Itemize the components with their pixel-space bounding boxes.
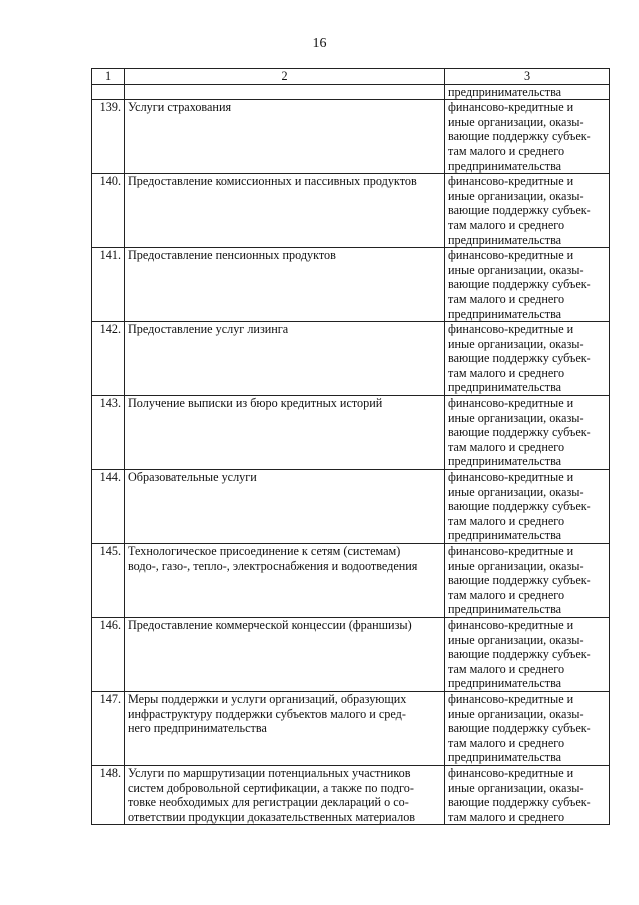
service-name-cell bbox=[125, 396, 445, 470]
provider-cell bbox=[445, 544, 610, 618]
provider-line: финансово-кредитные и bbox=[448, 174, 574, 189]
provider-cell bbox=[445, 174, 610, 248]
row-number: 142. bbox=[92, 322, 125, 396]
provider-line: вающие поддержку субъек- bbox=[448, 129, 591, 144]
provider-line: вающие поддержку субъек- bbox=[448, 573, 591, 588]
provider-line: иные организации, оказы- bbox=[448, 262, 584, 277]
provider-cell bbox=[445, 248, 610, 322]
provider-cell bbox=[445, 470, 610, 544]
provider-line: предпринимательства bbox=[448, 454, 562, 469]
service-name-line: Предоставление пенсионных продуктов bbox=[128, 248, 336, 263]
table-row bbox=[92, 544, 610, 618]
provider-cell bbox=[445, 322, 610, 396]
provider-line: предпринимательства bbox=[448, 602, 562, 617]
table-body bbox=[92, 69, 610, 825]
provider-line: там малого и среднего bbox=[448, 365, 565, 380]
provider-line: иные организации, оказы- bbox=[448, 780, 584, 795]
header-cell-1: 1 bbox=[92, 69, 125, 85]
table-row bbox=[92, 248, 610, 322]
row-number: 141. bbox=[92, 248, 125, 322]
provider-line: иные организации, оказы- bbox=[448, 632, 584, 647]
service-name-cell bbox=[125, 100, 445, 174]
service-name-line: систем добровольной сертификации, а также по подго- bbox=[128, 780, 414, 795]
provider-line: вающие поддержку субъек- bbox=[448, 795, 591, 810]
row-number: 146. bbox=[92, 617, 125, 691]
row-number: 140. bbox=[92, 174, 125, 248]
provider-line: вающие поддержку субъек- bbox=[448, 277, 591, 292]
service-name-cell bbox=[125, 544, 445, 618]
header-cell-2: 2 bbox=[125, 69, 445, 85]
provider-line: вающие поддержку субъек- bbox=[448, 647, 591, 662]
row-number: 143. bbox=[92, 396, 125, 470]
continuation-text: предпринимательства bbox=[448, 84, 562, 99]
services-table bbox=[91, 68, 610, 825]
service-name-cell bbox=[125, 322, 445, 396]
service-name-line: Предоставление коммерческой концессии (франшизы) bbox=[128, 617, 412, 632]
service-name-cell bbox=[125, 248, 445, 322]
provider-line: иные организации, оказы- bbox=[448, 188, 584, 203]
service-name-line: Предоставление комиссионных и пассивных продуктов bbox=[128, 174, 417, 189]
provider-line: иные организации, оказы- bbox=[448, 706, 584, 721]
row-number: 145. bbox=[92, 544, 125, 618]
table-row bbox=[92, 617, 610, 691]
provider-line: финансово-кредитные и bbox=[448, 322, 574, 337]
continuation-provider-cell bbox=[445, 84, 610, 100]
provider-line: предпринимательства bbox=[448, 306, 562, 321]
service-name-cell bbox=[125, 617, 445, 691]
provider-cell bbox=[445, 691, 610, 765]
continuation-row bbox=[92, 84, 610, 100]
provider-line: там малого и среднего bbox=[448, 217, 565, 232]
provider-line: предпринимательства bbox=[448, 676, 562, 691]
service-name-line: водо-, газо-, тепло-, электроснабжения и водоотведения bbox=[128, 558, 418, 573]
service-name-cell bbox=[125, 691, 445, 765]
provider-line: финансово-кредитные и bbox=[448, 617, 574, 632]
provider-line: иные организации, оказы- bbox=[448, 484, 584, 499]
service-name-line: Услуги по маршрутизации потенциальных участников bbox=[128, 765, 411, 780]
continuation-service-cell bbox=[125, 84, 445, 100]
table-row bbox=[92, 765, 610, 824]
row-number: 148. bbox=[92, 765, 125, 824]
provider-line: финансово-кредитные и bbox=[448, 100, 574, 115]
row-number: 144. bbox=[92, 470, 125, 544]
provider-line: иные организации, оказы- bbox=[448, 558, 584, 573]
provider-line: предпринимательства bbox=[448, 528, 562, 543]
row-number: 147. bbox=[92, 691, 125, 765]
service-name-line: товке необходимых для регистрации деклараций о со- bbox=[128, 795, 409, 810]
provider-line: там малого и среднего bbox=[448, 661, 565, 676]
table-row bbox=[92, 470, 610, 544]
provider-line: предпринимательства bbox=[448, 158, 562, 173]
provider-line: там малого и среднего bbox=[448, 439, 565, 454]
provider-line: иные организации, оказы- bbox=[448, 114, 584, 129]
row-number: 139. bbox=[92, 100, 125, 174]
provider-cell bbox=[445, 396, 610, 470]
provider-line: вающие поддержку субъек- bbox=[448, 499, 591, 514]
service-name-cell bbox=[125, 765, 445, 824]
service-name-line: Услуги страхования bbox=[128, 100, 232, 115]
provider-line: предпринимательства bbox=[448, 750, 562, 765]
provider-line: финансово-кредитные и bbox=[448, 248, 574, 263]
provider-line: там малого и среднего bbox=[448, 735, 565, 750]
provider-line: там малого и среднего bbox=[448, 587, 565, 602]
continuation-num-cell bbox=[92, 84, 125, 100]
service-name-line: Предоставление услуг лизинга bbox=[128, 322, 289, 337]
provider-line: финансово-кредитные и bbox=[448, 691, 574, 706]
service-name-cell bbox=[125, 470, 445, 544]
provider-cell bbox=[445, 617, 610, 691]
table-row bbox=[92, 174, 610, 248]
provider-line: иные организации, оказы- bbox=[448, 336, 584, 351]
provider-cell bbox=[445, 100, 610, 174]
header-cell-3: 3 bbox=[445, 69, 610, 85]
table-row bbox=[92, 691, 610, 765]
service-name-line: инфраструктуру поддержки субъектов малого и сред- bbox=[128, 706, 406, 721]
provider-line: финансово-кредитные и bbox=[448, 470, 574, 485]
provider-line: вающие поддержку субъек- bbox=[448, 203, 591, 218]
service-name-line: Технологическое присоединение к сетям (системам) bbox=[128, 544, 401, 558]
provider-line: финансово-кредитные и bbox=[448, 544, 574, 558]
provider-line: вающие поддержку субъек- bbox=[448, 351, 591, 366]
page-number: 16 bbox=[312, 36, 327, 51]
provider-line: вающие поддержку субъек- bbox=[448, 721, 591, 736]
service-name-cell bbox=[125, 174, 445, 248]
service-name-line: Получение выписки из бюро кредитных историй bbox=[128, 396, 383, 411]
provider-line: там малого и среднего bbox=[448, 143, 565, 158]
provider-line: финансово-кредитные и bbox=[448, 765, 574, 780]
provider-line: финансово-кредитные и bbox=[448, 396, 574, 411]
provider-line: вающие поддержку субъек- bbox=[448, 425, 591, 440]
provider-line: предпринимательства bbox=[448, 380, 562, 395]
header-row bbox=[92, 69, 610, 85]
provider-line: предпринимательства bbox=[448, 232, 562, 247]
provider-line: там малого и среднего bbox=[448, 291, 565, 306]
service-name-line: него предпринимательства bbox=[128, 721, 267, 736]
table-row bbox=[92, 396, 610, 470]
table-row bbox=[92, 322, 610, 396]
service-name-line: ответствии продукции доказательственных материалов bbox=[128, 809, 416, 824]
provider-line: там малого и среднего bbox=[448, 809, 565, 824]
provider-line: там малого и среднего bbox=[448, 513, 565, 528]
provider-line: иные организации, оказы- bbox=[448, 410, 584, 425]
provider-cell bbox=[445, 765, 610, 824]
service-name-line: Образовательные услуги bbox=[128, 470, 257, 485]
service-name-line: Меры поддержки и услуги организаций, образующих bbox=[128, 691, 407, 706]
table-row bbox=[92, 100, 610, 174]
